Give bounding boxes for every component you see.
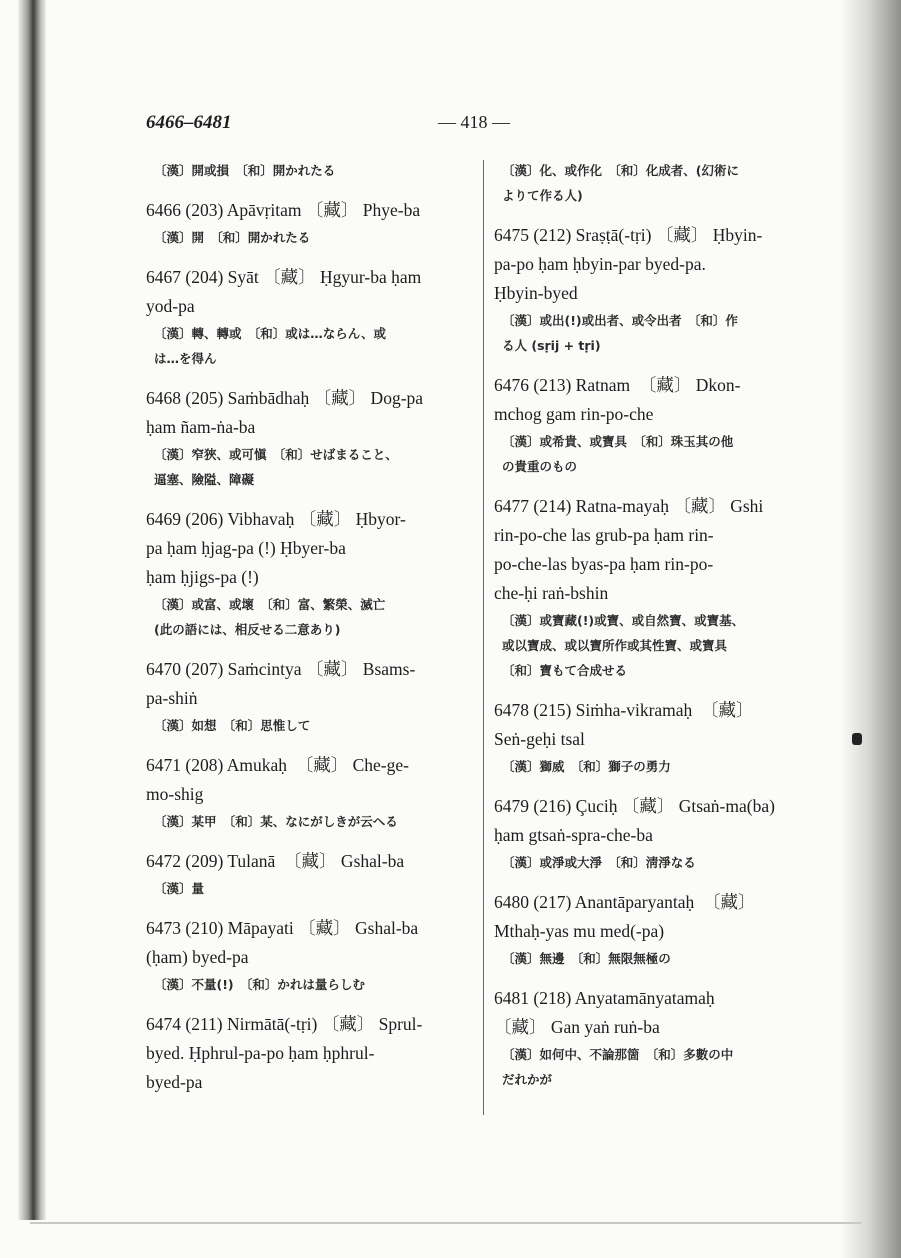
continuation-gloss bbox=[494, 158, 820, 208]
entry-line: (ḥam) byed-pa bbox=[146, 947, 249, 967]
gloss-line: (此の語には、相反せる二意あり) bbox=[154, 622, 341, 637]
entry-line: 6467 (204) Syāt 〔藏〕 Ḥgyur-ba ḥam bbox=[146, 267, 422, 287]
entry-line: byed. Ḥphrul-pa-po ḥam ḥphrul- bbox=[146, 1043, 375, 1063]
entry-line: pa ḥam ḥjag-pa (!) Ḥbyer-ba bbox=[146, 538, 346, 558]
entry-line: 6473 (210) Māpayati 〔藏〕 Gshal-ba bbox=[146, 918, 419, 938]
entry-line: 6472 (209) Tulanā 〔藏〕 Gshal-ba bbox=[146, 851, 405, 871]
gloss-line: 〔漢〕窄狹、或可愼 〔和〕せばまること、 bbox=[154, 447, 398, 462]
dictionary-entry bbox=[494, 696, 820, 779]
page-edge-shadow bbox=[841, 0, 901, 1258]
gloss-line: の貴重のもの bbox=[502, 459, 578, 474]
entry-line: 6479 (216) Çuciḥ 〔藏〕 Gtsaṅ-ma(ba) bbox=[494, 796, 775, 816]
entry-line: rin-po-che las grub-pa ḥam rin- bbox=[494, 525, 714, 545]
entry-line: Mthaḥ-yas mu med(-pa) bbox=[494, 921, 665, 941]
entry-line: 6475 (212) Sraṣṭā(-tṛi) 〔藏〕 Ḥbyin- bbox=[494, 225, 763, 245]
continuation-gloss bbox=[146, 158, 476, 183]
entry-line: 6474 (211) Nirmātā(-tṛi) 〔藏〕 Sprul- bbox=[146, 1014, 423, 1034]
gloss-line: 〔漢〕獅威 〔和〕獅子の勇力 bbox=[502, 759, 671, 774]
page-number: — 418 — bbox=[438, 112, 510, 132]
entry-line: byed-pa bbox=[146, 1072, 203, 1092]
gloss-line: 〔漢〕轉、轉或 〔和〕或は…ならん、或 bbox=[154, 326, 387, 341]
dictionary-entry bbox=[494, 984, 820, 1092]
entry-line: 6468 (205) Saṁbādhaḥ 〔藏〕 Dog-pa bbox=[146, 388, 424, 408]
gloss-line: る人 (sṛij + tṛi) bbox=[502, 338, 601, 353]
gloss-line: 〔漢〕如何中、不論那箇 〔和〕多數の中 bbox=[502, 1047, 734, 1062]
right-column bbox=[494, 158, 820, 1105]
gloss-line: 〔漢〕或富、或壞 〔和〕富、繁榮、滅亡 bbox=[154, 597, 386, 612]
dictionary-entry bbox=[146, 196, 476, 250]
dictionary-entry bbox=[494, 371, 820, 479]
entry-line: 6466 (203) Apāvṛitam 〔藏〕 Phye-ba bbox=[146, 200, 421, 220]
gloss-line: 〔漢〕或淨或大淨 〔和〕淸淨なる bbox=[502, 855, 696, 870]
entry-line: mchog gam rin-po-che bbox=[494, 404, 654, 424]
gloss-line: 〔漢〕量 bbox=[154, 881, 205, 896]
entry-line: 6470 (207) Saṁcintya 〔藏〕 Bsams- bbox=[146, 659, 416, 679]
gloss-line: よりて作る人) bbox=[502, 188, 583, 203]
page-range: 6466–6481 bbox=[146, 112, 232, 133]
gloss-line: 〔漢〕或希貴、或寶具 〔和〕珠玉其の他 bbox=[502, 434, 734, 449]
dictionary-entry bbox=[146, 751, 476, 834]
book-spine bbox=[18, 0, 46, 1220]
entry-line: yod-pa bbox=[146, 296, 195, 316]
left-column bbox=[146, 158, 476, 1110]
gloss-line: 〔漢〕化、或作化 〔和〕化成者、(幻術に bbox=[502, 163, 739, 178]
entry-line: 6471 (208) Amukaḥ 〔藏〕 Che-ge- bbox=[146, 755, 409, 775]
gloss-line: 〔漢〕開或損 〔和〕開かれたる bbox=[154, 163, 336, 178]
dictionary-entry bbox=[146, 1010, 476, 1097]
entry-line: 6469 (206) Vibhavaḥ 〔藏〕 Ḥbyor- bbox=[146, 509, 406, 529]
entry-line: 6478 (215) Siṁha-vikramaḥ 〔藏〕 bbox=[494, 700, 754, 720]
gloss-line: 〔漢〕開 〔和〕開かれたる bbox=[154, 230, 311, 245]
gloss-line: 逼塞、險隘、障礙 bbox=[154, 472, 255, 487]
gloss-line: だれかが bbox=[502, 1072, 553, 1087]
entry-line: 6477 (214) Ratna-mayaḥ 〔藏〕 Gshi bbox=[494, 496, 764, 516]
column-divider bbox=[483, 160, 484, 1115]
entry-line: mo-shig bbox=[146, 784, 204, 804]
gloss-line: は…を得ん bbox=[154, 351, 217, 366]
dictionary-entry bbox=[146, 847, 476, 901]
entry-line: Seṅ-geḥi tsal bbox=[494, 729, 585, 749]
entry-line: 6480 (217) Anantāparyantaḥ 〔藏〕 bbox=[494, 892, 756, 912]
dictionary-entry bbox=[146, 263, 476, 371]
entry-line: ḥam gtsaṅ-spra-che-ba bbox=[494, 825, 653, 845]
entry-line: ḥam ḥjigs-pa (!) bbox=[146, 567, 259, 587]
gloss-line: 〔漢〕或出(!)或出者、或令出者 〔和〕作 bbox=[502, 313, 738, 328]
dictionary-entry bbox=[494, 221, 820, 358]
entry-line: che-ḥi raṅ-bshin bbox=[494, 583, 609, 603]
dictionary-entry bbox=[494, 492, 820, 683]
gloss-line: 或以寶成、或以寶所作或其性寶、或寶具 bbox=[502, 638, 728, 653]
gloss-line: 〔漢〕某甲 〔和〕某、なにがしきが云へる bbox=[154, 814, 398, 829]
entry-line: pa-shiṅ bbox=[146, 688, 198, 708]
gloss-line: 〔漢〕不量(!) 〔和〕かれは量らしむ bbox=[154, 977, 365, 992]
dictionary-entry bbox=[494, 792, 820, 875]
dictionary-entry bbox=[146, 505, 476, 642]
dictionary-entry bbox=[494, 888, 820, 971]
dictionary-entry bbox=[146, 914, 476, 997]
gloss-line: 〔和〕寶もて合成せる bbox=[502, 663, 628, 678]
entry-line: 〔藏〕 Gan yaṅ ruṅ-ba bbox=[494, 1017, 660, 1037]
dictionary-entry bbox=[146, 655, 476, 738]
dictionary-entry bbox=[146, 384, 476, 492]
entry-line: Ḥbyin-byed bbox=[494, 283, 578, 303]
entry-line: 6481 (218) Anyatamānyatamaḥ bbox=[494, 988, 715, 1008]
entry-line: 6476 (213) Ratnam 〔藏〕 Dkon- bbox=[494, 375, 741, 395]
entry-line: ḥam ñam-ṅa-ba bbox=[146, 417, 256, 437]
gloss-line: 〔漢〕無邊 〔和〕無限無極の bbox=[502, 951, 671, 966]
page-bottom-edge bbox=[30, 1222, 861, 1224]
gloss-line: 〔漢〕如想 〔和〕思惟して bbox=[154, 718, 311, 733]
entry-line: po-che-las byas-pa ḥam rin-po- bbox=[494, 554, 714, 574]
entry-line: pa-po ḥam ḥbyin-par byed-pa. bbox=[494, 254, 706, 274]
gloss-line: 〔漢〕或寶藏(!)或寶、或自然寶、或寶基、 bbox=[502, 613, 745, 628]
margin-mark bbox=[852, 733, 862, 745]
